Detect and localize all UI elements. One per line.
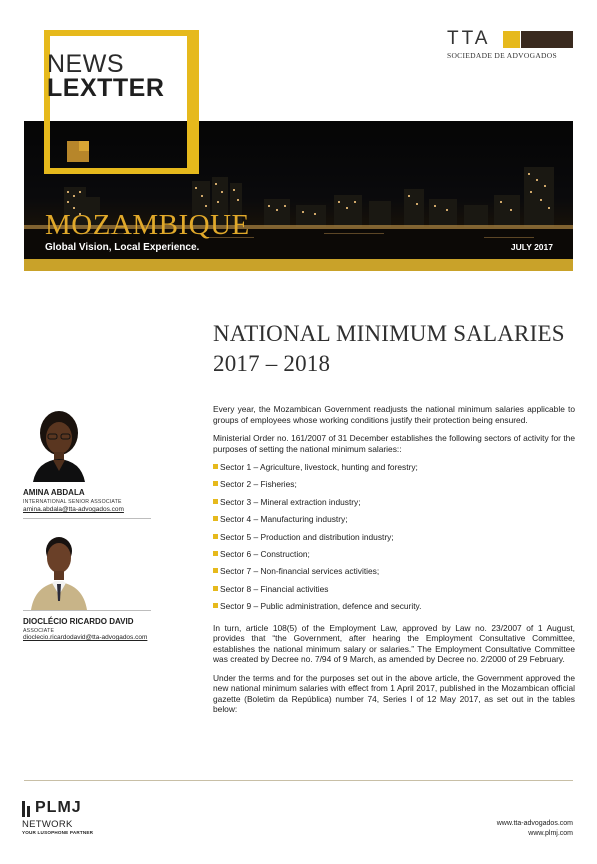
paragraph-sectors-intro: Ministerial Order no. 161/2007 of 31 December establishes the following sectors of activity for the purposes of setting the national minimum salaries:: bbox=[213, 433, 575, 454]
list-item: Sector 9 – Public administration, defence and security. bbox=[213, 601, 575, 618]
newsletter-title bbox=[47, 52, 164, 100]
author-name: DIOCLÉCIO RICARDO DAVID bbox=[23, 617, 134, 626]
list-item: Sector 5 – Production and distribution industry; bbox=[213, 532, 575, 549]
author-name: AMINA ABDALA bbox=[23, 488, 85, 497]
list-item: Sector 1 – Agriculture, livestock, hunting and forestry; bbox=[213, 462, 575, 479]
author-email-link[interactable]: amina.abdala@tta-advogados.com bbox=[23, 506, 124, 513]
country-title: MOZAMBIQUE bbox=[45, 209, 250, 241]
bullet-square-icon bbox=[213, 499, 218, 504]
list-item: Sector 2 – Fisheries; bbox=[213, 479, 575, 496]
article-body bbox=[213, 404, 575, 723]
article-title bbox=[213, 319, 565, 379]
author-photo-dioclecio bbox=[27, 533, 90, 610]
list-item: Sector 7 – Non-financial services activities; bbox=[213, 566, 575, 583]
newsletter-title-line1: NEWS bbox=[47, 50, 124, 78]
gold-divider-bar bbox=[24, 259, 573, 271]
bullet-square-icon bbox=[213, 603, 218, 608]
bullet-square-icon bbox=[213, 551, 218, 556]
list-item: Sector 3 – Mineral extraction industry; bbox=[213, 497, 575, 514]
author-role: ASSOCIATE bbox=[23, 628, 55, 634]
plmj-logo-text: PLMJ bbox=[35, 799, 82, 816]
footer-divider bbox=[24, 780, 573, 781]
bullet-square-icon bbox=[213, 481, 218, 486]
author-role: INTERNATIONAL SENIOR ASSOCIATE bbox=[23, 499, 122, 505]
partner-label: YOUR LUSOPHONE PARTNER bbox=[22, 830, 94, 835]
banner-gold-square bbox=[67, 141, 89, 162]
tagline: Global Vision, Local Experience. bbox=[45, 242, 200, 253]
logo-brown-bar bbox=[521, 31, 573, 48]
newsletter-title-line2: LEXTTER bbox=[47, 74, 165, 102]
bullet-square-icon bbox=[213, 586, 218, 591]
paragraph-employment-law: In turn, article 108(5) of the Employment Law, approved by Law no. 23/2007 of 1 August, provides that “the Government, after hearing the Employment Consultative Committee, establishes the national minimum salary or salaries.” The Employment Consultative Committee was created by Decree no. 7/94 of 9 March, as amended by Decree no. 2/2000 of 29 February. bbox=[213, 622, 575, 665]
author-separator bbox=[23, 610, 151, 611]
bullet-square-icon bbox=[213, 516, 218, 521]
issue-date: JULY 2017 bbox=[510, 242, 553, 252]
author-photo-amina bbox=[27, 405, 90, 482]
tta-logo-subtitle: SOCIEDADE DE ADVOGADOS bbox=[447, 51, 557, 60]
bullet-square-icon bbox=[213, 534, 218, 539]
logo-gold-square bbox=[503, 31, 520, 48]
paragraph-new-salaries: Under the terms and for the purposes set out in the above article, the Government approved the new national minimum salaries with effect from 1 April 2017, published in the Mozambican official gazette (Boletim da República) number 74, Series I of 12 May 2017, as set out in the tables below: bbox=[213, 672, 575, 715]
article-title-line1: NATIONAL MINIMUM SALARIES bbox=[213, 321, 565, 346]
list-item: Sector 8 – Financial activities bbox=[213, 584, 575, 601]
tta-logo-text: TTA bbox=[447, 28, 491, 49]
author-email-link[interactable]: dioclecio.ricardodavid@tta-advogados.com bbox=[23, 634, 148, 641]
list-item: Sector 6 – Construction; bbox=[213, 549, 575, 566]
paragraph-intro: Every year, the Mozambican Government readjusts the national minimum salaries applicable to groups of employees whose working conditions justify their protection being ensured. bbox=[213, 404, 575, 425]
footer-websites bbox=[497, 819, 573, 839]
website-link-tta[interactable]: www.tta-advogados.com bbox=[496, 820, 573, 827]
bullet-square-icon bbox=[213, 464, 218, 469]
plmj-network-logo bbox=[22, 800, 93, 835]
sector-list bbox=[213, 462, 575, 619]
article-title-line2: 2017 – 2018 bbox=[213, 351, 331, 376]
network-label: NETWORK bbox=[22, 819, 73, 830]
plmj-bars-icon bbox=[22, 801, 32, 817]
tta-logo bbox=[447, 30, 573, 60]
bullet-square-icon bbox=[213, 568, 218, 573]
website-link-plmj[interactable]: www.plmj.com bbox=[528, 830, 573, 837]
list-item: Sector 4 – Manufacturing industry; bbox=[213, 514, 575, 531]
author-separator bbox=[23, 518, 151, 519]
